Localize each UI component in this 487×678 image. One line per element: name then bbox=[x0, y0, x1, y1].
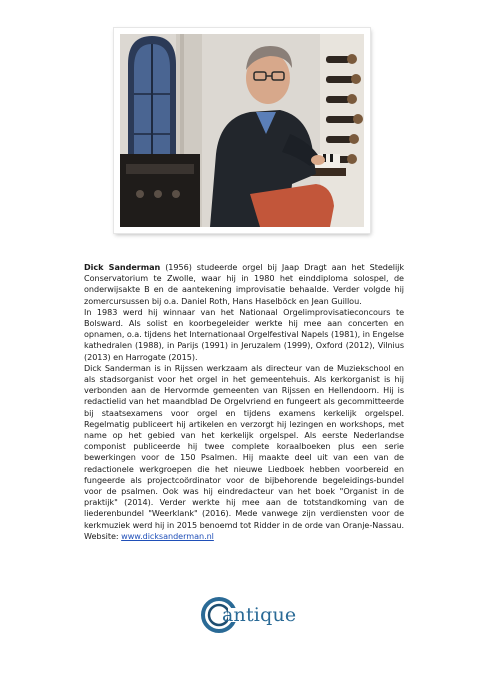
biography bbox=[84, 262, 404, 542]
biography-paragraph-3-text: Dick Sanderman is in Rijssen werkzaam als directeur van de Muziekschool en als stadsorganist voor het orgel in het gemeentehuis. Als kerkorganist is hij verbonden aan de Hervormde gemeenten van Rijssen en Hellendoorn. Hij is redactielid van het maandblad De Orgelvriend en fungeert als gecommitteerde bij staatsexamens voor orgel en tijdens examens kerkelijk orgelspel. Regelmatig publiceert hij artikelen en verzorgt hij lezingen en workshops, met name op het gebied van het kerkelijk orgelspel. Als eerste Nederlandse componist publiceerde hij twee complete koraalboeken plus een serie bewerkingen voor de 150 Psalmen. Hij maakte deel uit van een van de redactionele werkgroepen die het nieuwe Liedboek hebben voorbereid en fungeerde als projectcoördinator voor de bijbehorende begeleidings-bundel voor de psalmen. Ook was hij eindredacteur van het boek "Organist in de praktijk" (2014). Verder werkte hij mee aan de totstandkoming van de liederenbundel "Weerklank" (2016). Mede vanwege zijn verdiensten voor de kerkmuziek werd hij in 2015 benoemd tot Ridder in de orde van Oranje-Nassau. Website: bbox=[84, 362, 404, 541]
photo-frame bbox=[114, 28, 370, 233]
website-link[interactable]: www.dicksanderman.nl bbox=[121, 530, 214, 541]
cantique-logo bbox=[200, 596, 300, 638]
biography-text bbox=[84, 262, 404, 307]
logo-text: antique bbox=[222, 604, 297, 626]
organist-photo bbox=[120, 34, 364, 227]
organist-portrait-icon bbox=[120, 34, 364, 227]
person-name: Dick Sanderman bbox=[84, 262, 161, 272]
biography-intro: (1956) studeerde orgel bij Jaap Dragt aan het Stedelijk Conservatorium te Zwolle, waar hij in 1980 het einddiploma solospel, de onderwijsakte B en de aantekening improvisatie behaalde. Verder volgde hij zomercursussen bij o.a. Daniel Roth, Hans Haselböck en Jean Guillou. bbox=[84, 262, 405, 306]
biography-paragraph-3 bbox=[84, 363, 404, 542]
biography-paragraph-2: In 1983 werd hij winnaar van het Nationaal Orgelimprovisatieconcours te Bolsward. Als solist en koorbegeleider werkte hij mee aan concerten en opnamen, o.a. tijdens het Internationaal Orgelfestival Napels (1981), in Engelse kathedralen (1988), in Parijs (1991) in Jeruzalem (1999), Oxford (2012), Vilnius (2013) en Harrogate (2015). bbox=[84, 306, 404, 362]
